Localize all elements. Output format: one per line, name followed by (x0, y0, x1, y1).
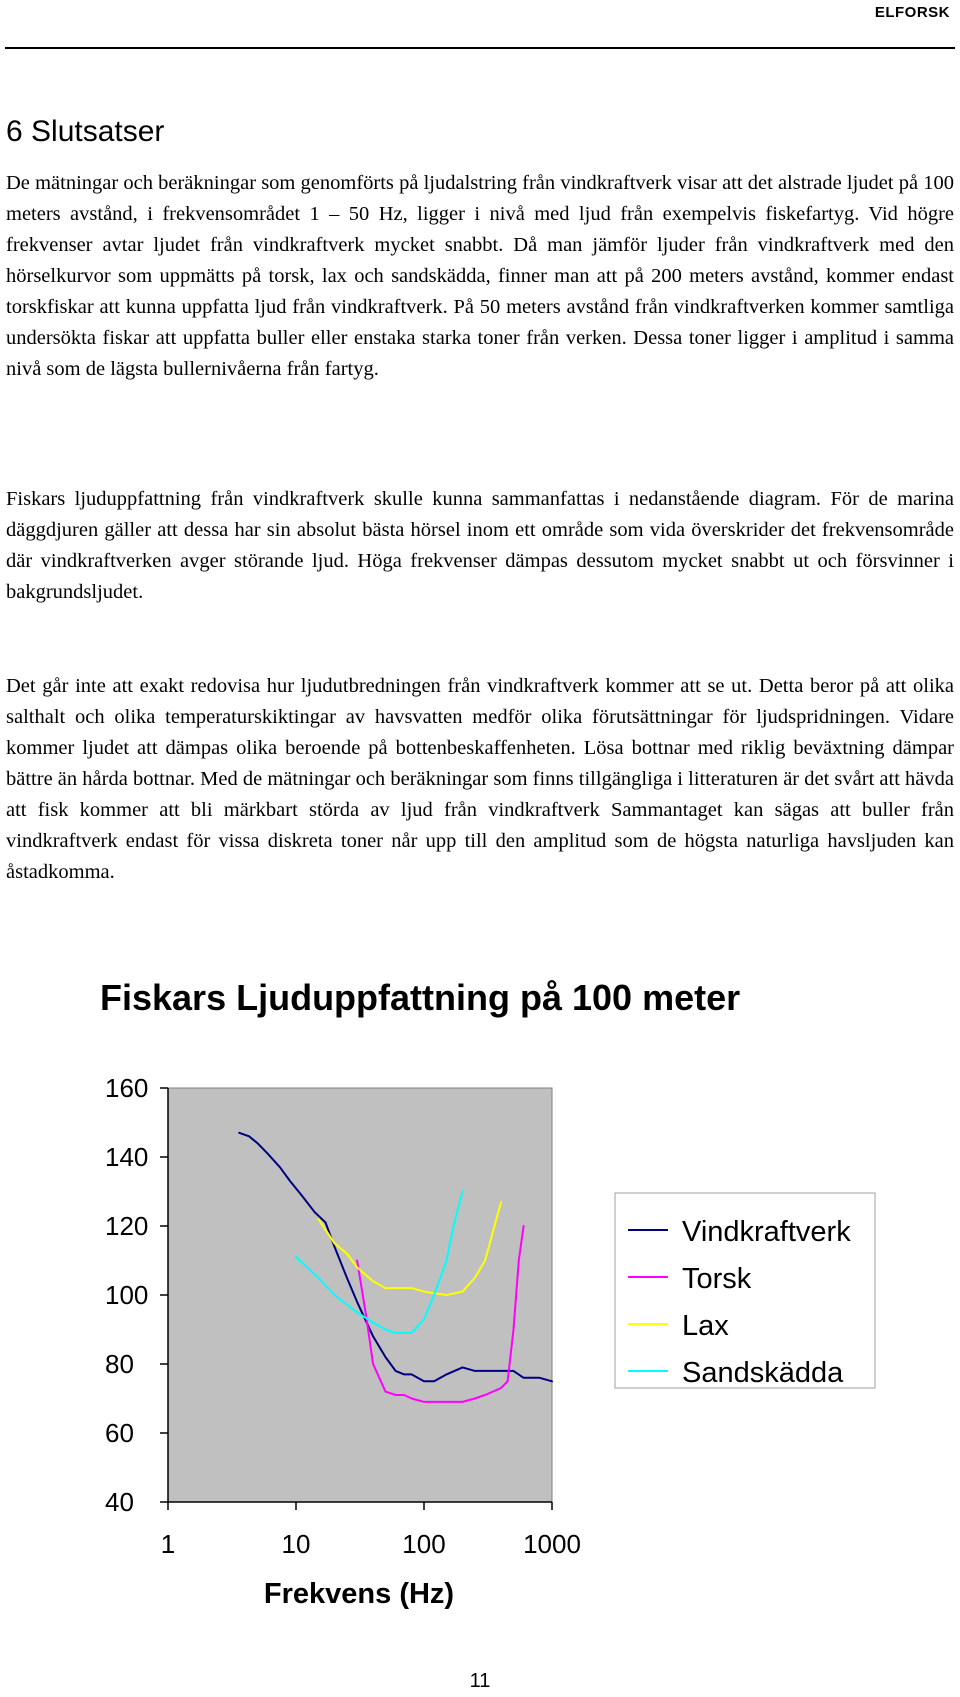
legend-label-vindkraftverk: Vindkraftverk (682, 1216, 851, 1248)
section-title: 6 Slutsatser (6, 115, 165, 148)
y-tick-label: 40 (105, 1487, 134, 1517)
x-tick-label: 1000 (523, 1529, 581, 1559)
legend (615, 1193, 875, 1389)
legend-label-lax: Lax (682, 1310, 729, 1342)
hearing-chart (0, 960, 960, 1620)
y-tick-label: 140 (105, 1142, 149, 1172)
header-label: ELFORSK (874, 4, 950, 21)
x-tick-label: 10 (281, 1529, 311, 1559)
legend-label-torsk: Torsk (682, 1263, 752, 1295)
plot-area (168, 1088, 552, 1502)
y-tick-label: 100 (105, 1280, 149, 1310)
x-axis-label: Frekvens (Hz) (263, 1578, 455, 1610)
legend-label-sandskädda: Sandskädda (682, 1357, 844, 1389)
y-tick-label: 60 (105, 1418, 134, 1448)
y-tick-label: 160 (105, 1073, 149, 1103)
y-tick-label: 120 (105, 1211, 149, 1241)
chart-title: Fiskars Ljuduppfattning på 100 meter (100, 977, 741, 1018)
paragraph-2: Fiskars ljuduppfattning från vindkraftverk skulle kunna sammanfattas i nedanstående diagram. För de marina däggdjuren gäller att dessa har sin absolut bästa hörsel inom ett område som vida överskrider det frekvensområde där vindkraftverken avger störande ljud. Höga frekvenser dämpas dessutom mycket snabbt ut och försvinner i bakgrundsljudet. (6, 488, 954, 603)
paragraph-3: Det går inte att exakt redovisa hur ljudutbredningen från vindkraftverk kommer att se ut. Detta beror på att olika salthalt och olika temperaturskiktingar av havsvatten medför olika förutsättningar för ljudspridningen. Vidare kommer ljudet att dämpas olika beroende på bottenbeskaffenheten. Lösa bottnar med riklig beväxtning dämpar bättre än hårda bottnar. Med de mätningar och beräkningar som finns tillgängliga i litteraturen är det svårt att hävda att fisk kommer att bli märkbart störda av ljud från vindkraftverk Sammantaget kan sägas att buller från vindkraftverk endast för vissa diskreta toner når upp till den amplitud som de högsta naturliga havsljuden kan åstadkomma. (6, 675, 954, 883)
paragraph-1: De mätningar och beräkningar som genomförts på ljudalstring från vindkraftverk visar att det alstrade ljudet på 100 meters avstånd, i frekvensområdet 1 – 50 Hz, ligger i nivå med ljud från exempelvis fiskefartyg. Vid högre frekvenser avtar ljudet från vindkraftverk mycket snabbt. Då man jämför ljuder från vindkraftverk med den hörselkurvor som uppmätts på torsk, lax och sandskädda, finner man att på 200 meters avstånd, kommer endast torskfiskar att kunna uppfatta ljud från vindkraftverk. På 50 meters avstånd från vindkraftverken kommer samtliga undersökta fiskar att uppfatta buller eller enstaka starka toner från verken. Dessa toner ligger i amplitud i samma nivå som de lägsta bullernivåerna från fartyg. (6, 172, 954, 380)
page-number: 11 (469, 1670, 491, 1692)
x-tick-label: 100 (402, 1529, 446, 1559)
y-tick-label: 80 (105, 1349, 134, 1379)
x-tick-label: 1 (160, 1529, 176, 1559)
header-rule (5, 47, 955, 49)
